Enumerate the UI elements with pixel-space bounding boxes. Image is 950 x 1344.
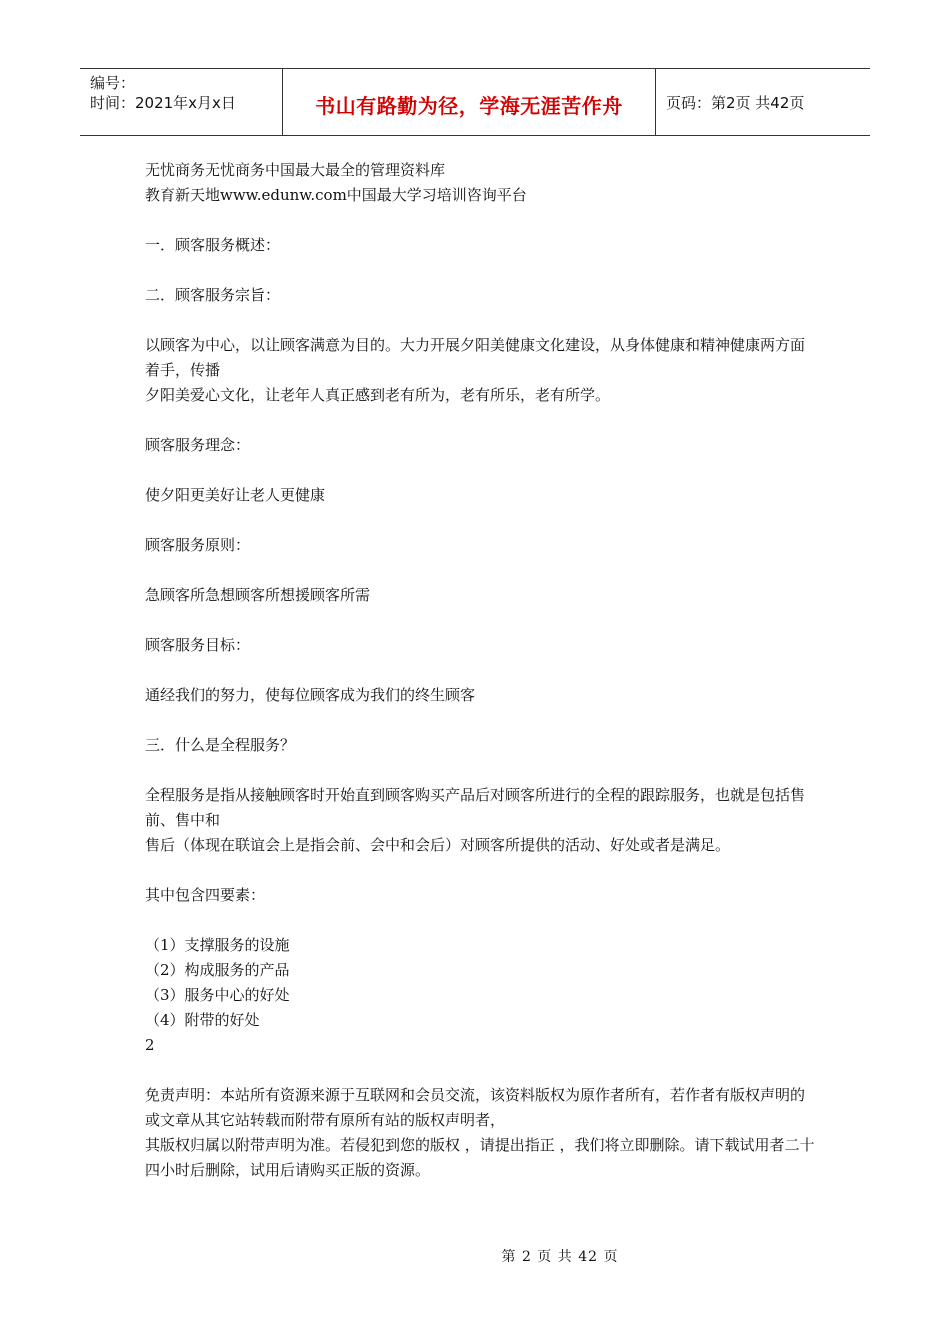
section-heading-overview: 一．顾客服务概述： — [145, 236, 281, 254]
elements-heading: 其中包含四要素： — [145, 886, 266, 904]
full-service-paragraph-1: 全程服务是指从接触顾客时开始直到顾客购买产品后对顾客所进行的全程的跟踪服务，也就是包括售前、售中和 — [145, 786, 806, 829]
goal-text: 通经我们的努力，使每位顾客成为我们的终生顾客 — [145, 686, 476, 704]
disclaimer-paragraph-1: 免责声明：本站所有资源来源于互联网和会员交流，该资料版权为原作者所有，若作者有版权声明的或文章从其它站转载而附带有原所有站的版权声明者， — [145, 1086, 806, 1129]
document-header — [80, 68, 870, 136]
concept-heading: 顾客服务理念： — [145, 436, 251, 454]
list-item: （4）附带的好处 — [145, 1011, 260, 1029]
header-motto-cell — [283, 69, 656, 135]
principle-heading: 顾客服务原则： — [145, 536, 251, 554]
footer-page-number: 第 2 页 共 42 页 — [501, 1249, 619, 1265]
goal-heading: 顾客服务目标： — [145, 636, 251, 654]
header-page-cell — [656, 69, 870, 135]
header-meta-cell — [80, 69, 283, 135]
intro-line-1: 无忧商务无忧商务中国最大最全的管理资料库 — [145, 161, 446, 179]
purpose-paragraph-1: 以顾客为中心，以让顾客满意为目的。大力开展夕阳美健康文化建设，从身体健康和精神健康两方面着手，传播 — [145, 336, 806, 379]
intro-line-2: 教育新天地www.edunw.com中国最大学习培训咨询平台 — [145, 186, 527, 204]
concept-text: 使夕阳更美好让老人更健康 — [145, 486, 326, 504]
section-heading-full-service: 三．什么是全程服务？ — [145, 736, 296, 754]
purpose-paragraph-2: 夕阳美爱心文化，让老年人真正感到老有所为，老有所乐，老有所学。 — [145, 386, 611, 404]
section-heading-purpose: 二．顾客服务宗旨： — [145, 286, 281, 304]
list-item: （1）支撑服务的设施 — [145, 936, 290, 954]
document-body — [145, 158, 815, 1183]
page-marker: 2 — [145, 1036, 155, 1054]
document-date-label: 时间：2021年x月x日 — [90, 94, 236, 112]
header-page-info: 页码：第2页 共42页 — [666, 93, 805, 112]
disclaimer-paragraph-2: 其版权归属以附带声明为准。若侵犯到您的版权 ，请提出指正 ，我们将立即删除。请下载试用者二十四小时后删除，试用后请购买正版的资源。 — [145, 1136, 815, 1179]
list-item: （2）构成服务的产品 — [145, 961, 290, 979]
header-motto: 书山有路勤为径，学海无涯苦作舟 — [315, 93, 623, 118]
principle-text: 急顾客所急想顾客所想援顾客所需 — [145, 586, 371, 604]
list-item: （3）服务中心的好处 — [145, 986, 290, 1004]
document-number-label: 编号： — [90, 74, 136, 92]
full-service-paragraph-2: 售后（体现在联谊会上是指会前、会中和会后）对顾客所提供的活动、好处或者是满足。 — [145, 836, 731, 854]
page-footer — [0, 1246, 950, 1266]
